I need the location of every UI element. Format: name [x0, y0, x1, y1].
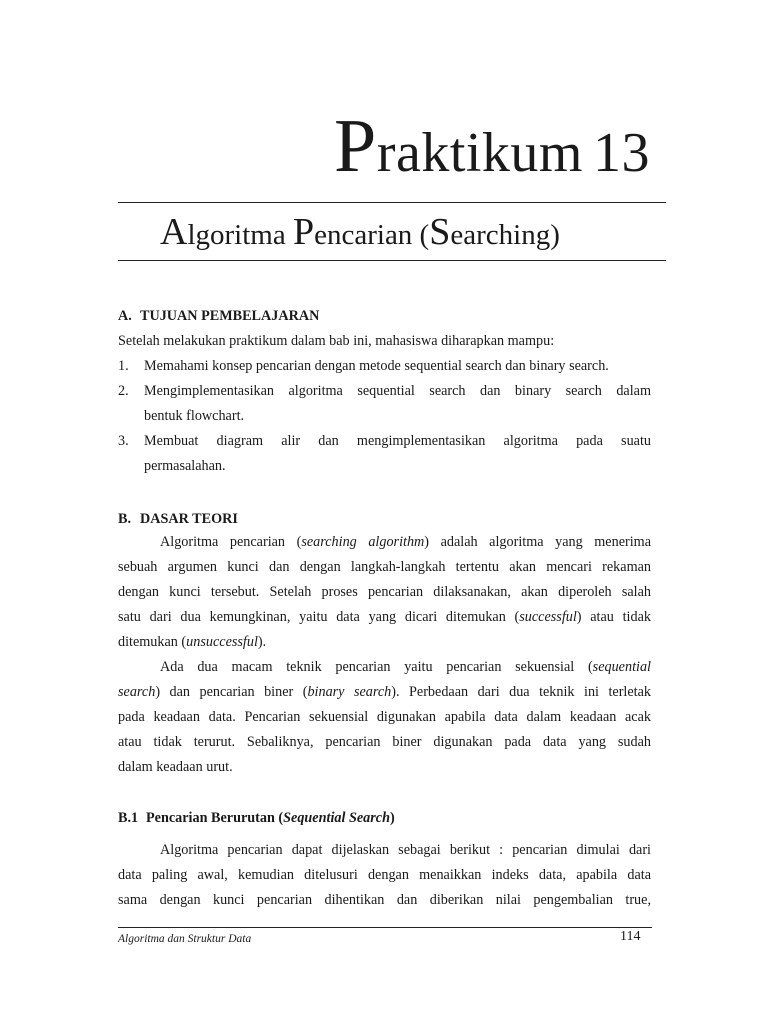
subtitle-part: earching) [450, 219, 560, 251]
chapter-title-rest: raktikum [376, 122, 583, 184]
subtitle-part: encarian ( [314, 219, 430, 251]
footer-book-title: Algoritma dan Struktur Data [118, 933, 252, 945]
italic-term: unsuccessful [186, 634, 258, 650]
text-run: ) atau tidak [576, 609, 651, 625]
list-item [118, 379, 651, 429]
chapter-number: 13 [593, 122, 650, 184]
text-run: ) [389, 810, 395, 826]
subtitle-cap-p: P [292, 211, 315, 253]
section-b-heading [118, 509, 238, 529]
italic-term: binary search [307, 684, 392, 700]
paragraph-line [118, 655, 651, 680]
section-b1-label: B.1 [118, 810, 139, 826]
italic-term: sequential [592, 659, 651, 675]
section-a-body [118, 329, 651, 479]
list-item-number: 1. [118, 358, 129, 374]
paragraph-line [118, 530, 651, 555]
page-number: 114 [620, 929, 641, 944]
section-b-body [118, 530, 651, 780]
section-b1-body [118, 838, 651, 913]
text-run: ) dan pencarian biner ( [155, 684, 308, 700]
section-a-intro: Setelah melakukan praktikum dalam bab ini, mahasiswa diharapkan mampu: [118, 333, 555, 349]
paragraph-line: Algoritma pencarian dapat dijelaskan sebagai berikut : pencarian dimulai dari [160, 842, 651, 858]
list-item-text: bentuk flowchart. [144, 408, 245, 424]
subtitle-part: lgoritma [187, 219, 293, 251]
footer-rule [118, 927, 652, 928]
section-a-label: A. [118, 308, 132, 324]
paragraph-line [118, 605, 651, 630]
section-a-heading [118, 306, 319, 326]
text-run: Algoritma pencarian ( [160, 534, 302, 550]
paragraph-line: pada keadaan data. Pencarian sekuensial digunakan apabila data dalam keadaan acak [118, 709, 651, 725]
list-item-number: 2. [118, 383, 129, 399]
list-item [118, 429, 651, 479]
title-rule-top [118, 202, 666, 203]
section-b1-heading [118, 808, 395, 828]
title-rule-bottom [118, 260, 666, 261]
list-item-text: Memahami konsep pencarian dengan metode sequential search dan binary search. [144, 358, 609, 374]
paragraph-line: dalam keadaan urut. [118, 759, 233, 775]
text-run: satu dari dua kemungkinan, yaitu data yang dicari ditemukan ( [118, 609, 520, 625]
list-item-text: Membuat diagram alir dan mengimplementasikan algoritma pada suatu [144, 433, 651, 449]
paragraph-line: sama dengan kunci pencarian dihentikan dan diberikan nilai pengembalian true, [118, 892, 651, 908]
list-item-number: 3. [118, 433, 129, 449]
text-run: ). Perbedaan dari dua teknik ini terletak [391, 684, 651, 700]
text-run: ditemukan ( [118, 634, 187, 650]
paragraph-line: data paling awal, kemudian ditelusuri dengan menaikkan indeks data, apabila data [118, 867, 651, 883]
italic-term: Sequential Search [283, 810, 390, 826]
list-item-text: permasalahan. [144, 458, 226, 474]
section-b-title: DASAR TEORI [140, 511, 238, 527]
list-item [118, 354, 651, 379]
chapter-subtitle [160, 213, 560, 251]
italic-term: successful [519, 609, 577, 625]
paragraph-line: atau tidak terurut. Sebaliknya, pencarian biner digunakan pada data yang sudah [118, 734, 651, 750]
chapter-title-initial: P [334, 104, 377, 188]
paragraph-line: sebuah argumen kunci dan dengan langkah-langkah tertentu akan mencari rekaman [118, 559, 651, 575]
subtitle-cap-a: A [160, 211, 188, 253]
text-run: ). [257, 634, 267, 650]
paragraph-line [118, 680, 651, 705]
section-a-title: TUJUAN PEMBELAJARAN [140, 308, 320, 324]
text-run: ) adalah algoritma yang menerima [424, 534, 651, 550]
italic-term: search [118, 684, 156, 700]
text-run: Ada dua macam teknik pencarian yaitu pencarian sekuensial ( [160, 659, 593, 675]
italic-term: searching algorithm [301, 534, 425, 550]
subtitle-cap-s: S [429, 211, 451, 253]
paragraph-line: dengan kunci tersebut. Setelah proses pencarian dilaksanakan, akan diperoleh salah [118, 584, 651, 600]
section-b-label: B. [118, 511, 132, 527]
paragraph-line [118, 630, 651, 655]
chapter-title [334, 104, 650, 188]
list-item-text: Mengimplementasikan algoritma sequential search dan binary search dalam [144, 383, 651, 399]
text-run: Pencarian Berurutan ( [146, 810, 284, 826]
